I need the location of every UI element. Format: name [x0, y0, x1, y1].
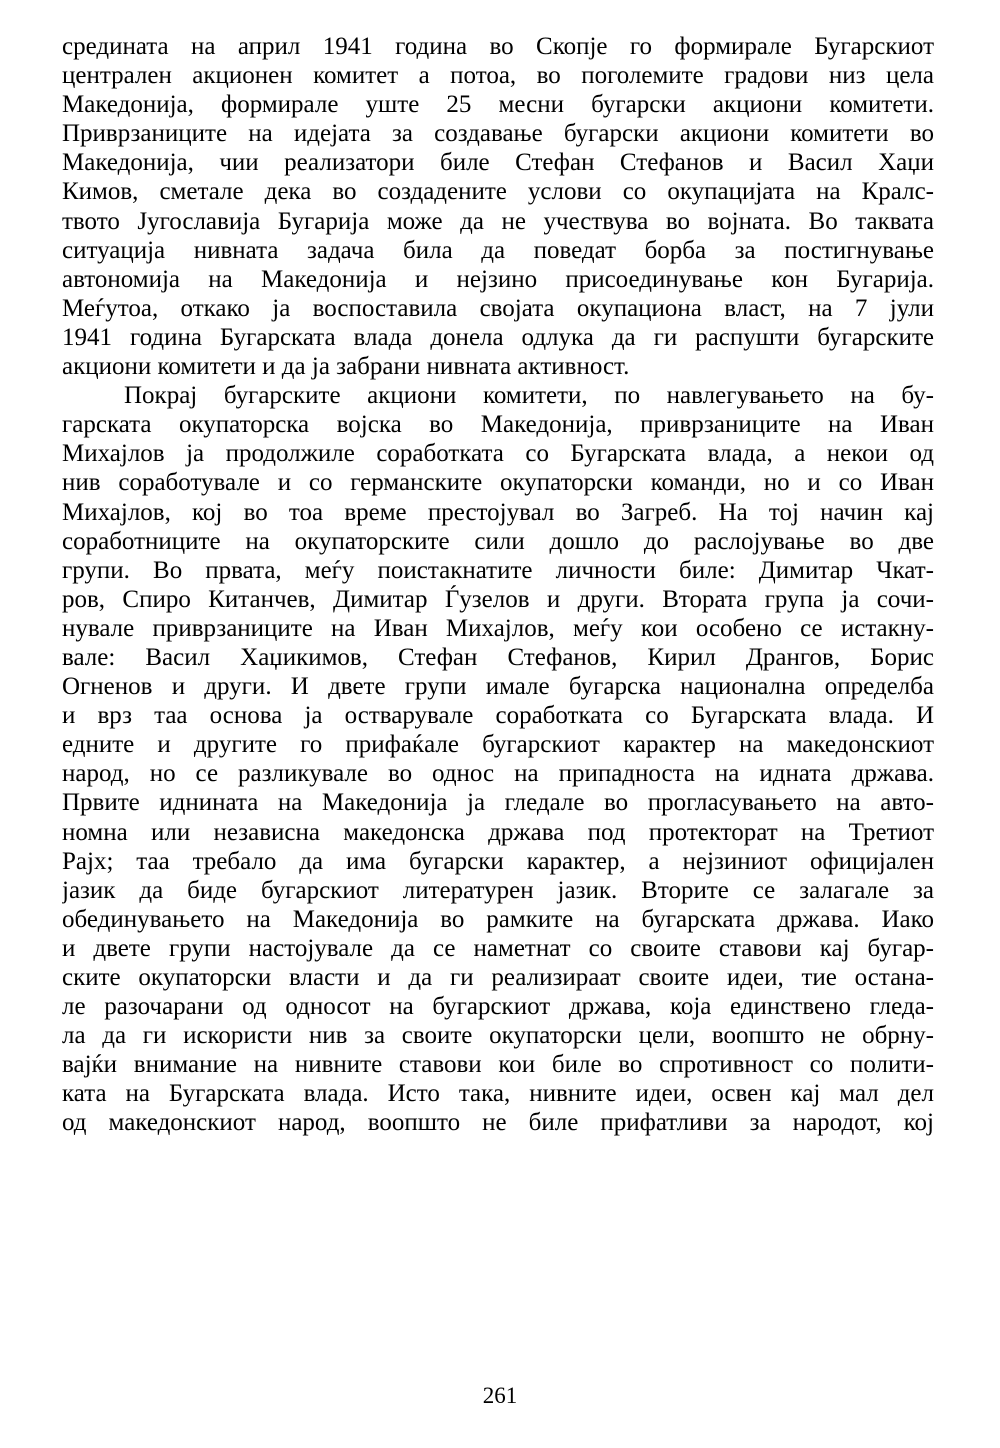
text-line: јазик да биде бугарскиот литературен јазик. Вторите се залагале за [62, 876, 934, 904]
text-line: автономија на Македонија и нејзино присоединување кон Бугарија. [62, 265, 934, 293]
text-line: обединувањето на Македонија во рамките на бугарската држава. Иако [62, 905, 934, 933]
page-number: 261 [482, 1383, 518, 1408]
text-line: ла да ги искористи нив за своите окупаторски цели, воопшто не обрну- [62, 1022, 934, 1050]
text-line: централен акционен комитет а потоа, во поголемите градови низ цела [62, 62, 934, 90]
text-line: 1941 година Бугарската влада донела одлука да ги распушти бугарските [62, 323, 934, 351]
text-line: од македонскиот народ, воопшто не биле прифатливи за народот, кој [62, 1109, 934, 1137]
text-line: вале: Васил Хаџикимов, Стефан Стефанов, Кирил Дрангов, Борис [62, 643, 934, 671]
page-body [62, 32, 934, 1138]
text-line: Кимов, сметале дека во создадените услови со окупацијата на Кралс- [62, 178, 934, 206]
text-line: Македонија, формирале уште 25 месни бугарски акциони комитети. [62, 91, 934, 119]
text-line: Македонија, чии реализатори биле Стефан Стефанов и Васил Хаџи [62, 149, 934, 177]
text-line: Михајлов ја продолжиле соработката со Бугарската влада, а некои од [62, 440, 934, 468]
text-line: нувале приврзаниците на Иван Михајлов, меѓу кои особено се истакну- [62, 614, 934, 642]
text-line: вајќи внимание на нивните ставови кои биле во спротивност со полити- [62, 1051, 934, 1079]
text-line: Приврзаниците на идејата за создавање бугарски акциони комитети во [62, 120, 934, 148]
text-line: народ, но се разликувале во однос на припадноста на идната држава. [62, 760, 934, 788]
text-line: ситуација нивната задача била да поведат борба за постигнување [62, 236, 934, 264]
text-line: ските окупаторски власти и да ги реализираат своите идеи, тие остана- [62, 964, 934, 991]
text-line: твото Југославија Бугарија може да не учествува во војната. Во таквата [62, 207, 934, 235]
text-line: номна или независна македонска држава под протекторат на Третиот [62, 818, 934, 846]
text-line: групи. Во првата, меѓу поистакнатите личности биле: Димитар Чкат- [62, 556, 934, 584]
text-line: и двете групи настојувале да се наметнат со своите ставови кај бугар- [62, 934, 934, 962]
text-line: Огненов и други. И двете групи имале бугарска национална определба [62, 673, 934, 701]
text-line: Рајх; таа требало да има бугарски карактер, а нејзиниот официјален [62, 847, 934, 875]
text-line: ров, Спиро Китанчев, Димитар Ѓузелов и други. Втората група ја сочи- [62, 585, 934, 613]
text-line: соработниците на окупаторските сили дошло до раслојување во две [62, 527, 934, 555]
text-line: едните и другите го прифаќале бугарскиот карактер на македонскиот [62, 731, 934, 759]
text-line: средината на април 1941 година во Скопје го формирале Бугарскиот [62, 33, 934, 60]
text-line: ле разочарани од односот на бугарскиот држава, која единствено гледа- [62, 993, 934, 1021]
text-line: и врз таа основа ја остварувале соработката со Бугарската влада. И [62, 702, 934, 730]
text-line: Михајлов, кој во тоа време престојувал во Загреб. На тој начин кај [62, 498, 934, 526]
text-line: нив соработувале и со германските окупаторски команди, но и со Иван [62, 469, 934, 497]
text-line: Меѓутоа, откако ја воспоставила својата окупациона власт, на 7 јули [62, 294, 934, 322]
text-line: акциони комитети и да ја забрани нивната активност. [62, 353, 630, 381]
paragraph [62, 32, 934, 381]
text-line: Првите иднината на Македонија ја гледале во прогласувањето на авто- [62, 789, 934, 817]
text-line: Покрај бугарските акциони комитети, по навлегувањето на бу- [124, 382, 934, 410]
text-line: ката на Бугарската влада. Исто така, нивните идеи, освен кај мал дел [62, 1080, 934, 1108]
text-line: гарската окупаторска војска во Македонија, приврзаниците на Иван [62, 411, 934, 439]
paragraph [62, 381, 934, 1137]
